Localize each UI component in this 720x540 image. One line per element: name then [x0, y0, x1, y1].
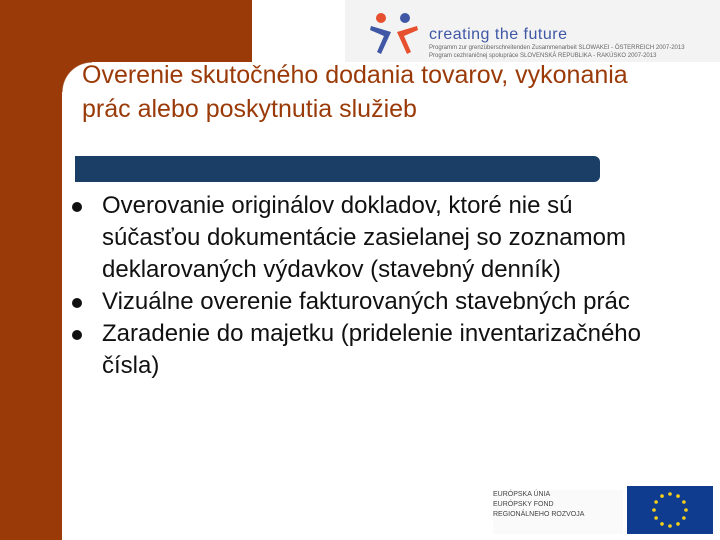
bullet-icon: [72, 202, 82, 212]
logo-program-line: Programm zur grenzüberschreitenden Zusammenarbeit SLOWAKEI - ÖSTERREICH 2007-2013: [429, 45, 685, 51]
list-item-text: Overovanie originálov dokladov, ktoré nie sú súčasťou dokumentácie zasielanej so zoznamom deklarovaných výdavkov (stavebný denník): [102, 192, 626, 283]
list-item: [72, 190, 672, 286]
eu-label-line: REGIONÁLNEHO ROZVOJA: [493, 511, 585, 518]
list-item: [72, 286, 672, 318]
eu-flag-icon: [627, 486, 713, 534]
eu-label-line: EURÓPSKA ÚNIA: [493, 491, 551, 498]
people-logo-icon: [367, 10, 423, 56]
program-logo: [345, 0, 720, 62]
title-underline-bar: [75, 156, 600, 182]
list-item-text: Zaradenie do majetku (pridelenie inventarizačného čísla): [102, 320, 641, 379]
slide-title: Overenie skutočného dodania tovarov, vykonania prác alebo poskytnutia služieb: [82, 61, 628, 123]
top-decor-band: [62, 0, 252, 62]
eu-fund-label: [493, 490, 623, 534]
logo-headline: creating the future: [429, 26, 568, 43]
bullet-list: [72, 190, 672, 382]
left-decor-band: [0, 0, 62, 540]
list-item: [72, 318, 672, 382]
bullet-icon: [72, 298, 82, 308]
eu-label-line: EURÓPSKY FOND: [493, 501, 554, 508]
logo-program-line: Program cezhraničnej spolupráce SLOVENSKÁ REPUBLIKA - RAKÚSKO 2007-2013: [429, 53, 657, 59]
bullet-icon: [72, 330, 82, 340]
list-item-text: Vizuálne overenie fakturovaných stavebných prác: [102, 288, 630, 315]
